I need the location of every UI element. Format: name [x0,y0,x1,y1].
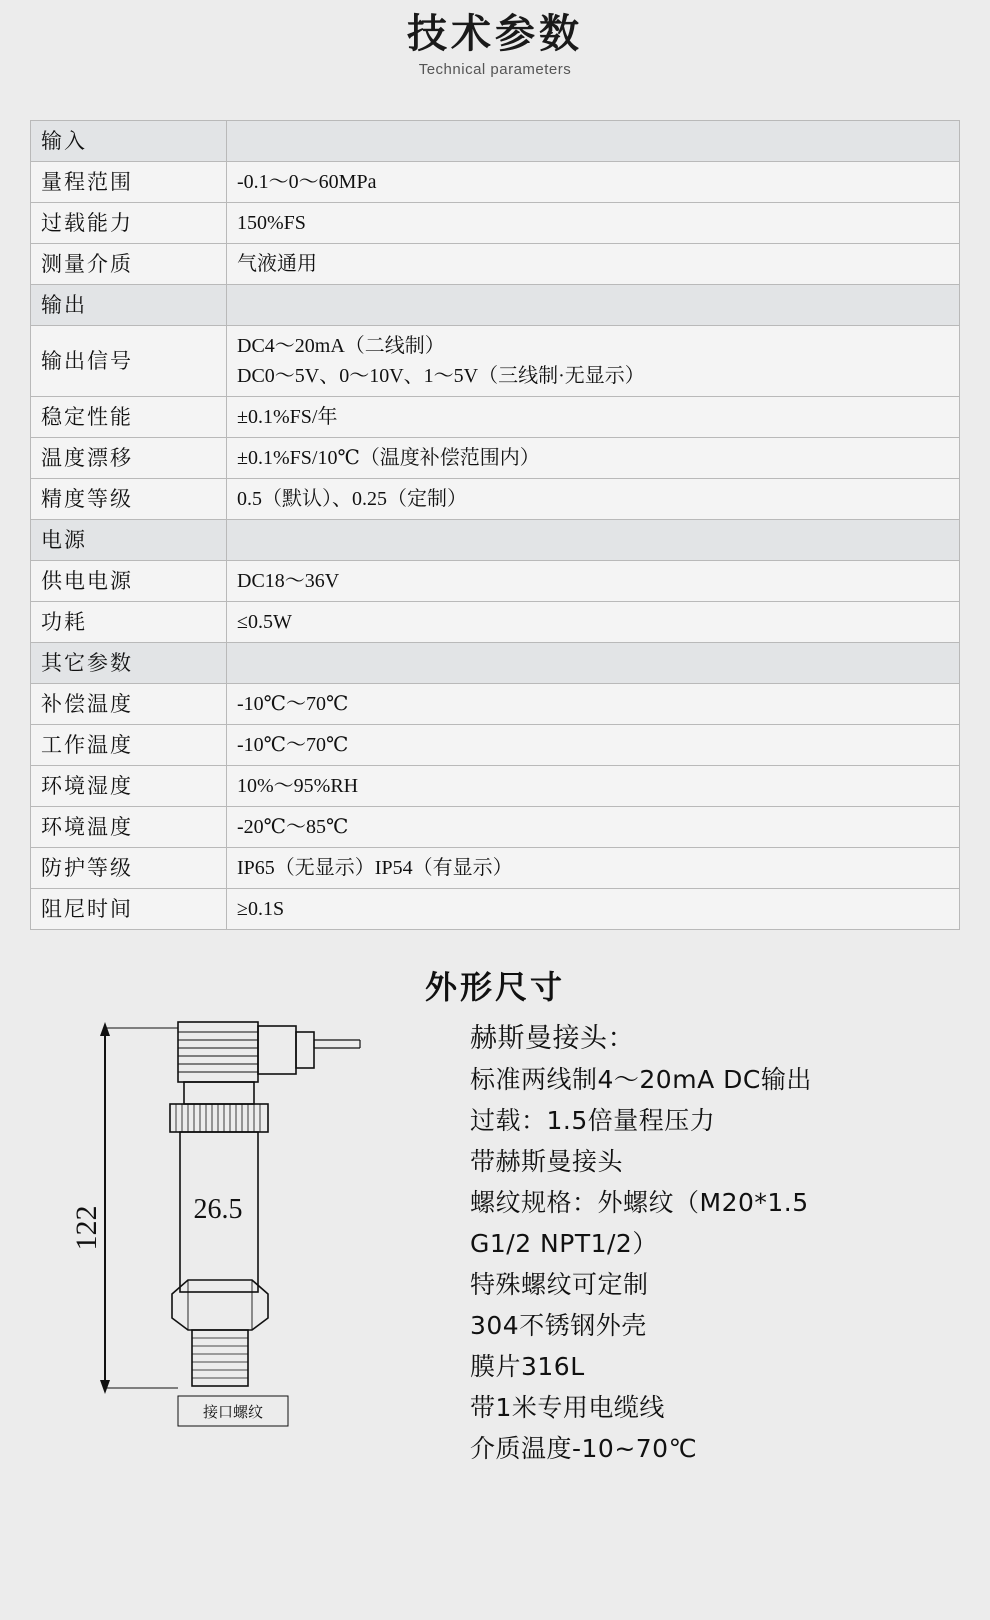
table-row [31,285,960,326]
spec-value-cell: 150%FS [227,203,960,244]
product-description [470,1018,970,1469]
spec-value-cell: DC18～36V [227,561,960,602]
spec-value-cell [227,520,960,561]
spec-value-cell: -20℃～85℃ [227,807,960,848]
spec-value-cell: 0.5（默认）、0.25（定制） [227,479,960,520]
table-row [31,244,960,285]
spec-label-cell: 输入 [31,121,227,162]
spec-value-cell: ±0.1%FS/10℃（温度补偿范围内） [227,438,960,479]
dimension-height-label: 122 [70,1205,103,1251]
desc-line-4: 螺纹规格：外螺纹（M20*1.5 [470,1188,809,1217]
table-row [31,520,960,561]
spec-label-cell: 补偿温度 [31,684,227,725]
table-row [31,203,960,244]
spec-label-cell: 量程范围 [31,162,227,203]
table-row [31,326,960,397]
table-row [31,725,960,766]
desc-line-7: 304不锈钢外壳 [470,1311,647,1340]
spec-label-cell: 稳定性能 [31,397,227,438]
table-row [31,889,960,930]
desc-line-8: 膜片316L [470,1352,585,1381]
desc-line-1: 标准两线制4～20mA DC输出 [470,1065,812,1094]
spec-label-cell: 环境温度 [31,807,227,848]
desc-line-0: 赫斯曼接头： [470,1023,635,1054]
table-row [31,479,960,520]
spec-value-cell: 10%～95%RH [227,766,960,807]
table-row [31,766,960,807]
table-row [31,438,960,479]
table-row [31,807,960,848]
table-row [31,684,960,725]
spec-value-cell: -10℃～70℃ [227,684,960,725]
table-row [31,121,960,162]
desc-line-5: G1/2 NPT1/2） [470,1229,658,1258]
spec-label-cell: 环境湿度 [31,766,227,807]
spec-label-cell: 其它参数 [31,643,227,684]
table-row [31,602,960,643]
dimensions-title: 外形尺寸 [424,968,565,1006]
spec-value-cell: ±0.1%FS/年 [227,397,960,438]
dimensions-section [0,1018,990,1538]
spec-label-cell: 输出 [31,285,227,326]
page-title-cn: 技术参数 [407,11,583,57]
table-row [31,162,960,203]
sensor-outline-svg [60,1018,440,1518]
product-drawing [60,1018,440,1518]
spec-label-cell: 过载能力 [31,203,227,244]
table-row [31,848,960,889]
spec-label-cell: 阻尼时间 [31,889,227,930]
page-title-en: Technical parameters [418,61,572,78]
spec-value-cell: 气液通用 [227,244,960,285]
spec-label-cell: 输出信号 [31,326,227,397]
spec-value-cell [227,121,960,162]
spec-value-cell: IP65（无显示）IP54（有显示） [227,848,960,889]
spec-label-cell: 工作温度 [31,725,227,766]
table-row [31,397,960,438]
spec-label-cell: 测量介质 [31,244,227,285]
spec-value-cell [227,326,960,397]
thread-interface-label: 接口螺纹 [202,1403,264,1421]
desc-line-9: 带1米专用电缆线 [470,1393,665,1422]
page-header [0,0,990,96]
desc-line-10: 介质温度-10~70℃ [470,1434,698,1463]
spec-label-cell: 功耗 [31,602,227,643]
technical-parameters-table [30,120,960,930]
spec-value-line: DC4～20mA（二线制） [237,335,445,357]
table-row [31,643,960,684]
table-row [31,561,960,602]
spec-value-line: DC0～5V、0～10V、1～5V（三线制·无显示） [237,365,645,387]
desc-line-2: 过载：1.5倍量程压力 [470,1106,716,1135]
spec-value-cell: ≤0.5W [227,602,960,643]
spec-value-cell [227,643,960,684]
spec-value-cell [227,285,960,326]
spec-label-cell: 温度漂移 [31,438,227,479]
spec-label-cell: 电源 [31,520,227,561]
spec-value-cell: ≥0.1S [227,889,960,930]
dimension-width-label: 26.5 [193,1194,243,1225]
spec-label-cell: 供电电源 [31,561,227,602]
spec-label-cell: 防护等级 [31,848,227,889]
spec-value-cell: -10℃～70℃ [227,725,960,766]
spec-label-cell: 精度等级 [31,479,227,520]
spec-value-cell: -0.1～0～60MPa [227,162,960,203]
desc-line-6: 特殊螺纹可定制 [470,1270,649,1299]
desc-line-3: 带赫斯曼接头 [470,1147,624,1176]
spec-table-wrapper [30,120,960,930]
